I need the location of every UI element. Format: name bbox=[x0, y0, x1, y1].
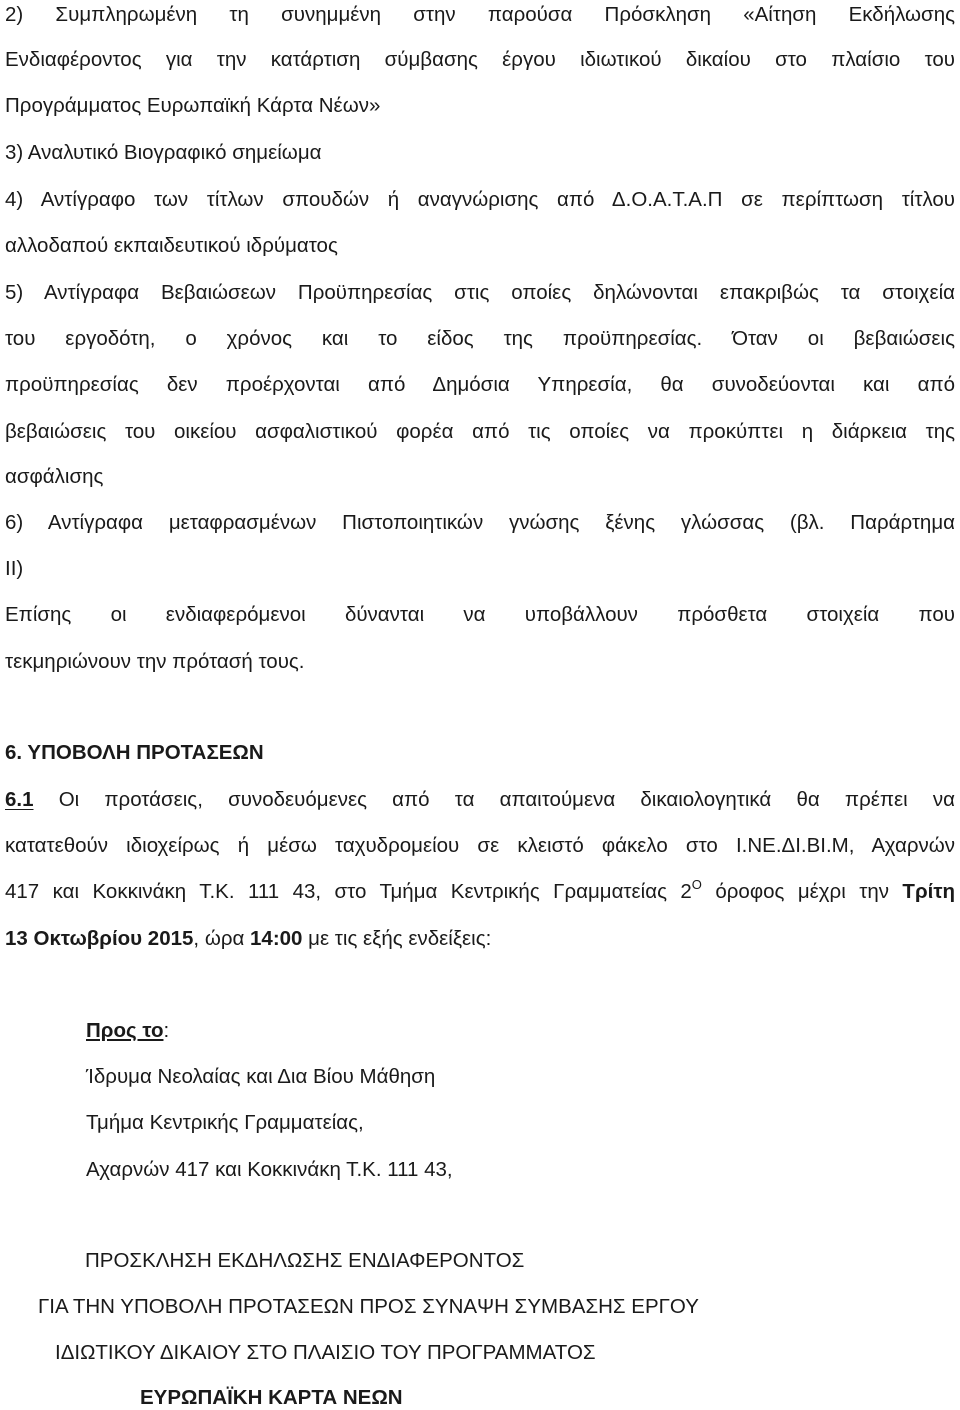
attachment-item-4-line-1: 4) Αντίγραφο των τίτλων σπουδών ή αναγνώρισης από Δ.Ο.Α.Τ.Α.Π σε περίπτωση τίτλου bbox=[5, 188, 955, 211]
additional-info-line-2: τεκμηριώνουν την πρότασή τους. bbox=[5, 650, 305, 673]
attachment-item-5-line-3: προϋπηρεσίας δεν προέρχονται από Δημόσια Υπηρεσία, θα συνοδεύονται και από bbox=[5, 373, 955, 396]
paragraph-6-1-line-3 bbox=[5, 877, 955, 904]
deadline-intro: όροφος μέχρι την bbox=[701, 880, 903, 903]
paragraph-6-1-line-2: κατατεθούν ιδιοχείρως ή μέσω ταχυδρομείου σε κλειστό φάκελο στο Ι.ΝΕ.ΔΙ.ΒΙ.Μ, Αχαρνών bbox=[5, 834, 955, 857]
additional-info-line-1: Επίσης οι ενδιαφερόμενοι δύνανται να υποβάλλουν πρόσθετα στοιχεία που bbox=[5, 603, 955, 626]
paragraph-6-1-line-1 bbox=[5, 788, 955, 812]
envelope-to-colon: : bbox=[163, 1019, 170, 1042]
deadline-day: Τρίτη bbox=[902, 880, 955, 903]
floor-superscript: Ο bbox=[691, 877, 702, 892]
attachment-item-5-line-1: 5) Αντίγραφα Βεβαιώσεων Προϋπηρεσίας στις οποίες δηλώνονται επακριβώς τα στοιχεία bbox=[5, 281, 955, 304]
markings-intro: με τις εξής ενδείξεις: bbox=[302, 927, 492, 950]
envelope-to-label: Προς το bbox=[86, 1019, 164, 1042]
deadline-time: 14:00 bbox=[250, 927, 303, 950]
attachment-item-2-line-3: Προγράμματος Ευρωπαϊκή Κάρτα Νέων» bbox=[5, 94, 381, 117]
recipient-line-3: Αχαρνών 417 και Κοκκινάκη Τ.Κ. 111 43, bbox=[86, 1158, 453, 1181]
attachment-item-2-line-1: 2) Συμπληρωμένη τη συνημμένη στην παρούσα Πρόσκληση «Αίτηση Εκδήλωσης bbox=[5, 3, 955, 26]
envelope-title-line-3: ΙΔΙΩΤΙΚΟΥ ΔΙΚΑΙΟΥ ΣΤΟ ΠΛΑΙΣΙΟ ΤΟΥ ΠΡΟΓΡΑΜΜΑΤΟΣ bbox=[55, 1341, 596, 1364]
attachment-item-5-line-2: του εργοδότη, ο χρόνος και το είδος της προϋπηρεσίας. Όταν οι βεβαιώσεις bbox=[5, 327, 955, 350]
recipient-line-2: Τμήμα Κεντρικής Γραμματείας, bbox=[86, 1111, 364, 1134]
attachment-item-3: 3) Αναλυτικό Βιογραφικό σημείωμα bbox=[5, 141, 322, 164]
attachment-item-5-line-5: ασφάλισης bbox=[5, 465, 104, 488]
attachment-item-5-line-4: βεβαιώσεις του οικείου ασφαλιστικού φορέα από τις οποίες να προκύπτει η διάρκεια της bbox=[5, 420, 955, 443]
section-heading: 6. ΥΠΟΒΟΛΗ ΠΡΟΤΑΣΕΩΝ bbox=[5, 741, 264, 764]
paragraph-number: 6.1 bbox=[5, 788, 34, 811]
attachment-item-6-line-2: ΙΙ) bbox=[5, 557, 24, 580]
recipient-line-1: Ίδρυμα Νεολαίας και Δια Βίου Μάθηση bbox=[86, 1065, 436, 1088]
attachment-item-4-line-2: αλλοδαπού εκπαιδευτικού ιδρύματος bbox=[5, 234, 338, 257]
envelope-to-line bbox=[86, 1019, 169, 1043]
paragraph-6-1-line-4 bbox=[5, 927, 955, 951]
deadline-hour-label: , ώρα bbox=[193, 927, 251, 950]
attachment-item-2-line-2: Ενδιαφέροντος για την κατάρτιση σύμβασης έργου ιδιωτικού δικαίου στο πλαίσιο του bbox=[5, 48, 955, 71]
paragraph-6-1-text: Οι προτάσεις, συνοδευόμενες από τα απαιτούμενα δικαιολογητικά θα πρέπει να bbox=[33, 788, 955, 811]
deadline-date: 13 Οκτωβρίου 2015 bbox=[5, 927, 194, 950]
address-text: 417 και Κοκκινάκη Τ.Κ. 111 43, στο Τμήμα Κεντρικής Γραμματείας 2 bbox=[5, 880, 692, 903]
envelope-title-line-1: ΠΡΟΣΚΛΗΣΗ ΕΚΔΗΛΩΣΗΣ ΕΝΔΙΑΦΕΡΟΝΤΟΣ bbox=[85, 1249, 525, 1272]
envelope-title-line-2: ΓΙΑ ΤΗΝ ΥΠΟΒΟΛΗ ΠΡΟΤΑΣΕΩΝ ΠΡΟΣ ΣΥΝΑΨΗ ΣΥΜΒΑΣΗΣ ΕΡΓΟΥ bbox=[38, 1295, 699, 1318]
envelope-title-line-4: ΕΥΡΩΠΑΪΚΗ ΚΑΡΤΑ ΝΕΩΝ bbox=[140, 1386, 403, 1409]
attachment-item-6-line-1: 6) Αντίγραφα μεταφρασμένων Πιστοποιητικών γνώσης ξένης γλώσσας (βλ. Παράρτημα bbox=[5, 511, 955, 534]
